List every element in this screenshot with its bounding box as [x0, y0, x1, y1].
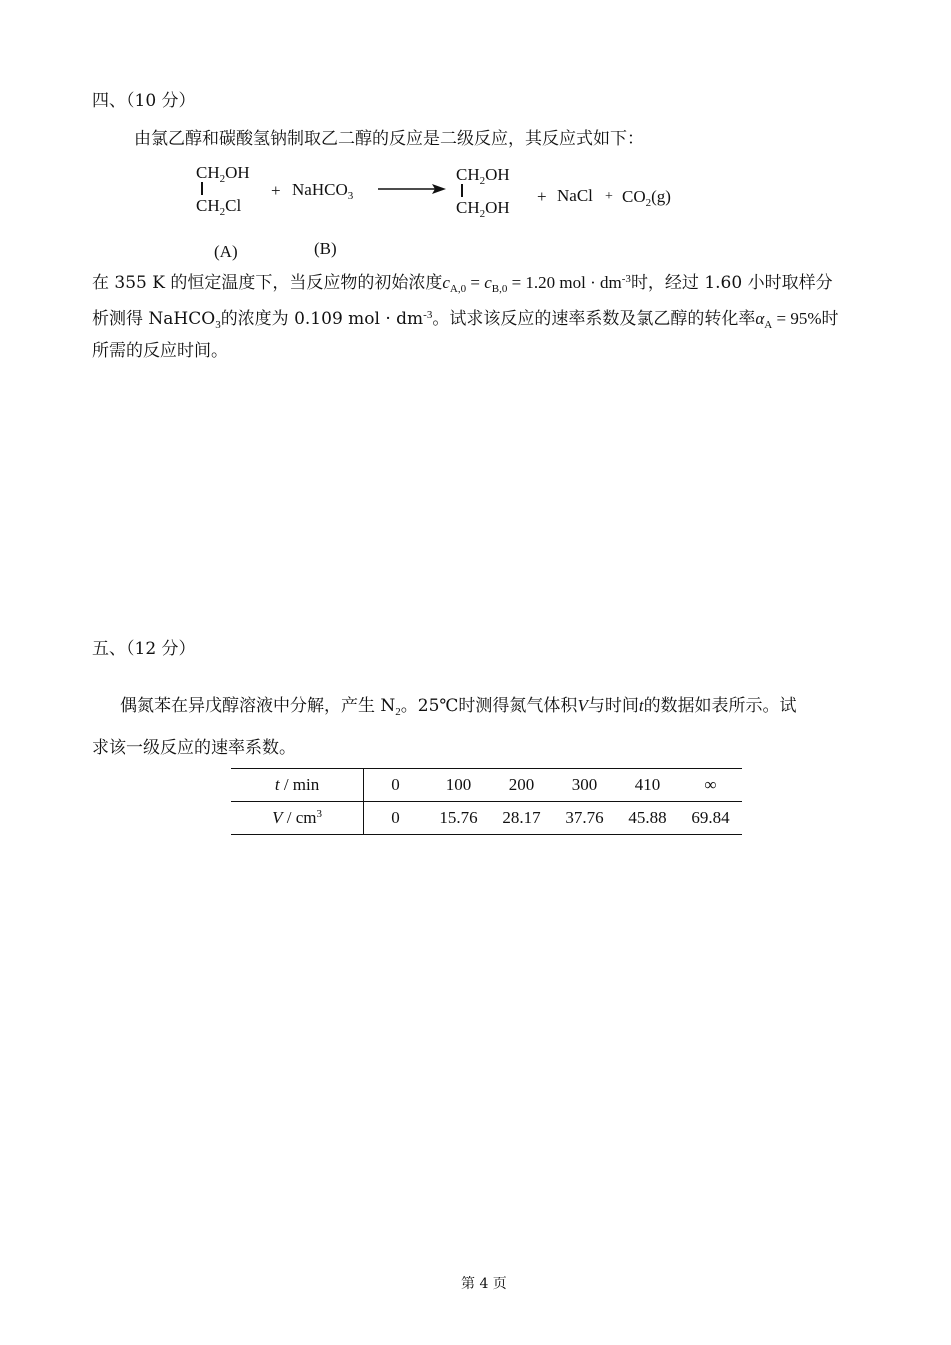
- table-cell: 200: [490, 769, 553, 802]
- product-bottom: $CH_2OH$: [456, 198, 510, 220]
- q4-intro: 由氯乙醇和碳酸氢钠制取乙二醇的反应是二级反应，其反应式如下：: [134, 129, 644, 149]
- reactant-a-bottom: $CH_2Cl$: [196, 196, 242, 218]
- reactant-a-top: $CH_2OH$: [196, 163, 250, 185]
- q4-line1: 在 355 K 的恒定温度下，当反应物的初始浓度$c_{A,0} = c_{B,0} = 1.20$ mol · $dm^{-3}$时，经过 1.60 小时取样分: [92, 273, 833, 295]
- product-nacl: NaCl: [557, 186, 593, 205]
- label-a: (A): [214, 242, 238, 261]
- table-cell: 0: [364, 802, 427, 835]
- page-number: 第 4 页: [461, 1276, 507, 1292]
- q5-line1: 偶氮苯在异戊醇溶液中分解，产生 $N_2$。25℃时测得氮气体积V与时间t的数据如表所示。试: [120, 696, 797, 718]
- q4-line2: 析测得 NaHCO$_3$的浓度为 0.109 mol · $dm^{-3}$。试求该反应的速率系数及氯乙醇的转化率$\alpha_A = 95\%$时: [92, 309, 839, 331]
- q4-heading: 四、（10 分）: [92, 91, 196, 111]
- bond-line-product: [461, 184, 463, 197]
- reactant-b: NaHCO$_3$: [292, 180, 354, 202]
- table-row-time: [231, 769, 742, 802]
- table-row-volume: [231, 802, 742, 835]
- table-head-time: t / min: [231, 769, 364, 802]
- table-cell: 69.84: [679, 802, 742, 835]
- data-table: [231, 768, 742, 835]
- product-co2: $CO_2(g)$: [622, 187, 671, 209]
- plus-1: +: [271, 181, 281, 200]
- bond-line-a: [201, 182, 203, 195]
- q4-line3: 所需的反应时间。: [92, 341, 228, 361]
- table-cell: 300: [553, 769, 616, 802]
- reaction-arrow: [378, 182, 446, 196]
- table-cell: 0: [364, 769, 427, 802]
- plus-2: +: [537, 187, 547, 206]
- table-cell: 37.76: [553, 802, 616, 835]
- plus-3: +: [605, 189, 613, 204]
- table-cell: 100: [427, 769, 490, 802]
- table-cell: 28.17: [490, 802, 553, 835]
- q5-heading: 五、（12 分）: [92, 639, 196, 659]
- table-cell: ∞: [679, 769, 742, 802]
- q5-line2: 求该一级反应的速率系数。: [92, 738, 296, 758]
- table-cell: 410: [616, 769, 679, 802]
- table-head-volume: V / $cm^3$: [231, 802, 364, 835]
- table-cell: 15.76: [427, 802, 490, 835]
- label-b: (B): [314, 239, 337, 258]
- table-cell: 45.88: [616, 802, 679, 835]
- product-top: $CH_2OH$: [456, 165, 510, 187]
